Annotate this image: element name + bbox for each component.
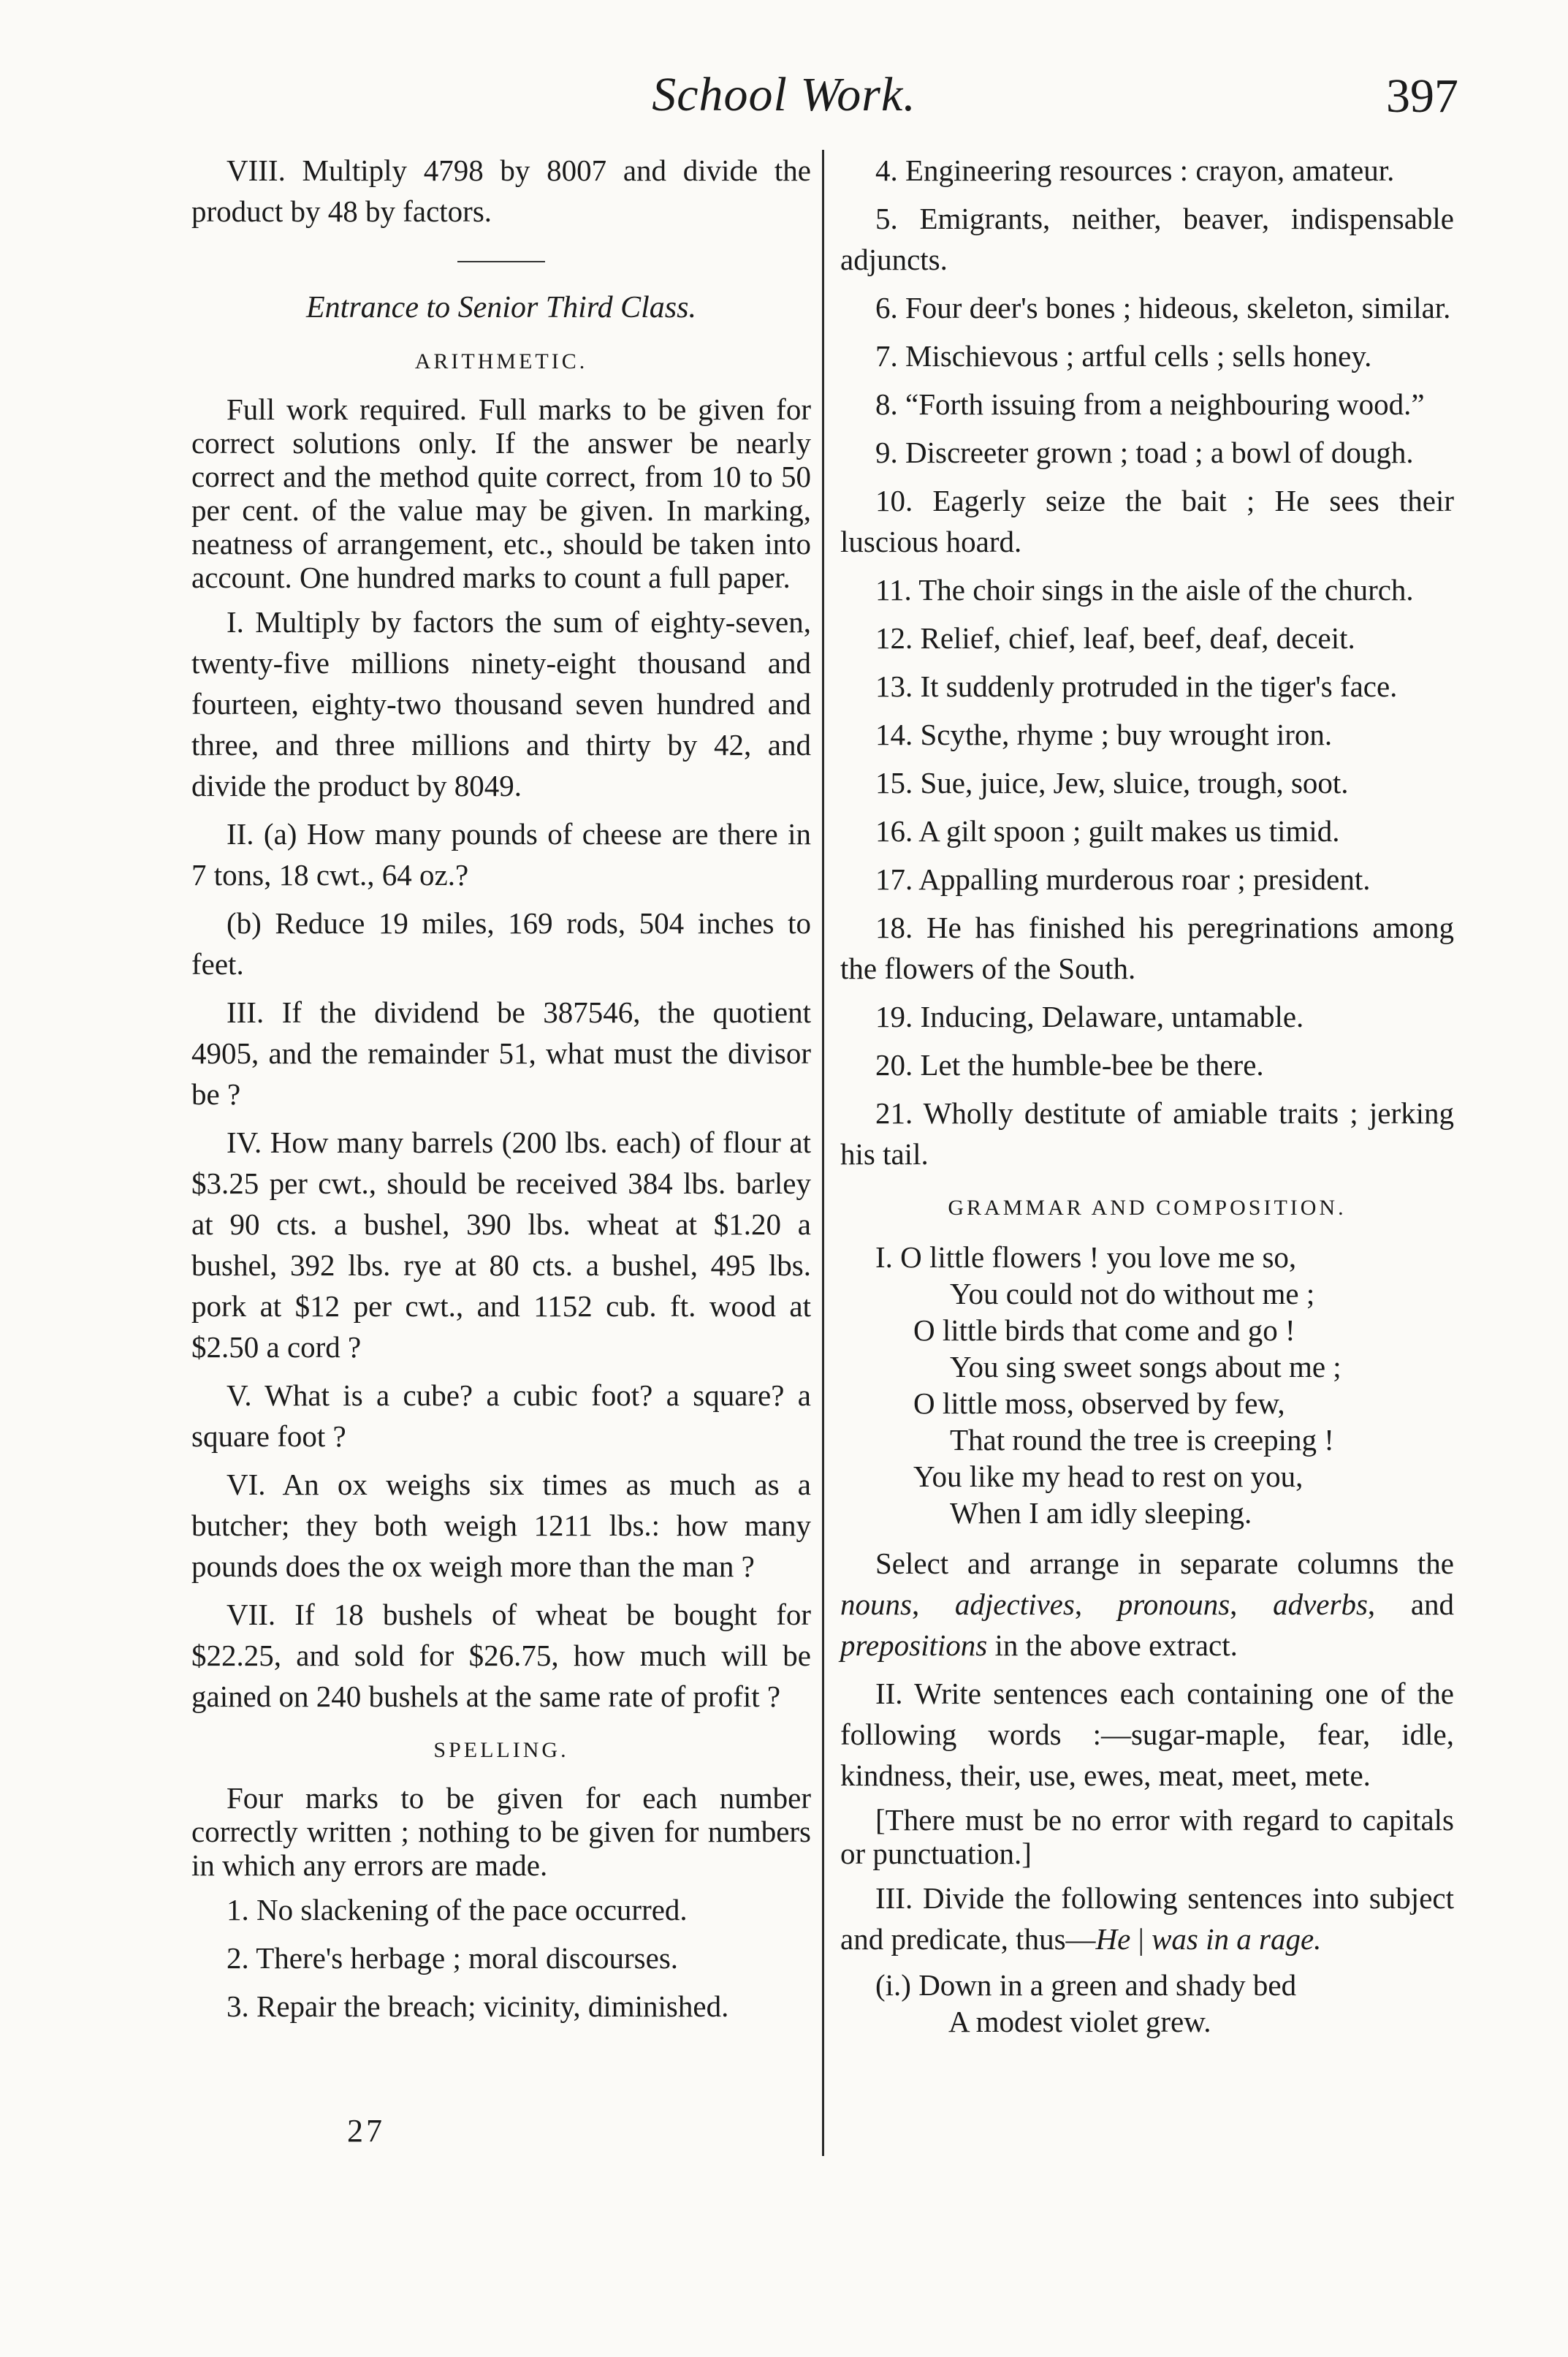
spelling-item: 20. Let the humble-bee be there.	[875, 1048, 1264, 1082]
section-separator	[457, 261, 545, 262]
grammar-question-i-instruction: Select and arrange in separate columns the nouns, adjectives, pronouns, adverbs, and prepositions in the above extract.	[840, 1546, 1455, 1662]
question-viii: VIII. Multiply 4798 by 8007 and divide the product by 48 by factors.	[191, 153, 811, 228]
grammar-heading: GRAMMAR AND COMPOSITION.	[948, 1196, 1347, 1220]
poem-line: I. O little flowers ! you love me so,	[875, 1240, 1297, 1274]
signature-mark: 27	[347, 2113, 385, 2149]
spelling-item: 10. Eagerly seize the bait ; He sees their luscious hoard.	[840, 484, 1454, 558]
spelling-item: 12. Relief, chief, leaf, beef, deaf, deceit.	[875, 621, 1355, 655]
left-column	[191, 150, 811, 2034]
spelling-item: 15. Sue, juice, Jew, sluice, trough, soot.	[875, 766, 1349, 800]
page-number: 397	[1386, 69, 1458, 123]
right-column	[840, 150, 1454, 2040]
spelling-item: 14. Scythe, rhyme ; buy wrought iron.	[875, 718, 1333, 751]
spelling-item: 2. There's herbage ; moral discourses.	[227, 1941, 679, 1975]
spelling-item: 7. Mischievous ; artful cells ; sells honey.	[875, 339, 1372, 373]
poem-line: You sing sweet songs about me ;	[950, 1350, 1341, 1384]
spelling-item: 4. Engineering resources : crayon, amateur.	[875, 153, 1395, 187]
poem-extract	[840, 1239, 1454, 1531]
section-title: Entrance to Senior Third Class.	[306, 291, 696, 324]
example-sentence: (i.) Down in a green and shady bed A modest violet grew.	[875, 1968, 1297, 2038]
spelling-item: 21. Wholly destitute of amiable traits ; jerking his tail.	[840, 1096, 1454, 1171]
running-header-title: School Work.	[652, 68, 916, 121]
poem-line: O little moss, observed by few,	[913, 1386, 1285, 1420]
spelling-item: 8. “Forth issuing from a neighbouring wood.”	[875, 387, 1425, 421]
spelling-item: 13. It suddenly protruded in the tiger's face.	[875, 669, 1398, 703]
poem-line: You could not do without me ;	[950, 1277, 1315, 1310]
question-v: V. What is a cube? a cubic foot? a square? a square foot ?	[191, 1378, 811, 1453]
grammar-question-ii: II. Write sentences each containing one of the following words :—sugar-maple, fear, idle, kindness, their, use, ewes, meat, meet, mete.	[840, 1677, 1454, 1792]
spelling-item: 18. He has finished his peregrinations among the flowers of the South.	[840, 911, 1454, 985]
question-iii: III. If the dividend be 387546, the quotient 4905, and the remainder 51, what must the divisor be ?	[191, 995, 811, 1111]
poem-number: I.	[875, 1240, 893, 1274]
question-i: I. Multiply by factors the sum of eighty-seven, twenty-five millions ninety-eight thousand and fourteen, eighty-two thousand seven hundred and three, and three millions and thirty by 42, and divide the product by 8049.	[191, 605, 811, 802]
spelling-item: 1. No slackening of the pace occurred.	[227, 1893, 688, 1927]
question-vii: VII. If 18 bushels of wheat be bought for $22.25, and sold for $26.75, how much will be gained on 240 bushels at the same rate of profit ?	[191, 1598, 811, 1713]
spelling-item: 16. A gilt spoon ; guilt makes us timid.	[875, 814, 1340, 848]
spelling-item: 9. Discreeter grown ; toad ; a bowl of dough.	[875, 436, 1414, 469]
grammar-question-iii: III. Divide the following sentences into subject and predicate, thus—He | was in a rage.	[840, 1881, 1454, 1956]
poem-line: When I am idly sleeping.	[950, 1496, 1252, 1530]
column-divider	[822, 150, 824, 2156]
question-ii-a: II. (a) How many pounds of cheese are there in 7 tons, 18 cwt., 64 oz.?	[191, 817, 811, 892]
spelling-item: 6. Four deer's bones ; hideous, skeleton, similar.	[875, 291, 1451, 324]
spelling-heading: SPELLING.	[433, 1738, 569, 1762]
punctuation-note: [There must be no error with regard to capitals or punctuation.]	[840, 1803, 1454, 1870]
arithmetic-instructions: Full work required. Full marks to be given for correct solutions only. If the answer be nearly correct and the method quite correct, from 10 to 50 per cent. of the value may be given. In marking, neatness of arrangement, etc., should be taken into account. One hundred marks to count a full paper.	[191, 392, 811, 594]
spelling-item: 5. Emigrants, neither, beaver, indispensable adjuncts.	[840, 202, 1454, 276]
poem-line: You like my head to rest on you,	[913, 1460, 1304, 1493]
poem-line: That round the tree is creeping !	[950, 1423, 1334, 1457]
poem-line: O little birds that come and go !	[913, 1313, 1295, 1347]
question-iv: IV. How many barrels (200 lbs. each) of flour at $3.25 per cwt., should be received 384 lbs. barley at 90 cts. a bushel, 390 lbs. wheat at $1.20 a bushel, 392 lbs. rye at 80 cts. a bushel, 495 lbs. pork at $12 per cwt., and 1152 cub. ft. wood at $2.50 a cord ?	[191, 1126, 811, 1364]
spelling-instructions: Four marks to be given for each number correctly written ; nothing to be given for numbers in which any errors are made.	[191, 1781, 811, 1882]
question-ii-b: (b) Reduce 19 miles, 169 rods, 504 inches to feet.	[191, 906, 811, 981]
spelling-item: 3. Repair the breach; vicinity, diminished.	[227, 1989, 729, 2023]
spelling-item: 17. Appalling murderous roar ; president.	[875, 862, 1371, 896]
arithmetic-heading: ARITHMETIC.	[414, 349, 588, 373]
spelling-item: 19. Inducing, Delaware, untamable.	[875, 1000, 1304, 1033]
spelling-item: 11. The choir sings in the aisle of the church.	[875, 573, 1414, 607]
question-vi: VI. An ox weighs six times as much as a butcher; they both weigh 1211 lbs.: how many pounds does the ox weigh more than the man ?	[191, 1468, 811, 1583]
